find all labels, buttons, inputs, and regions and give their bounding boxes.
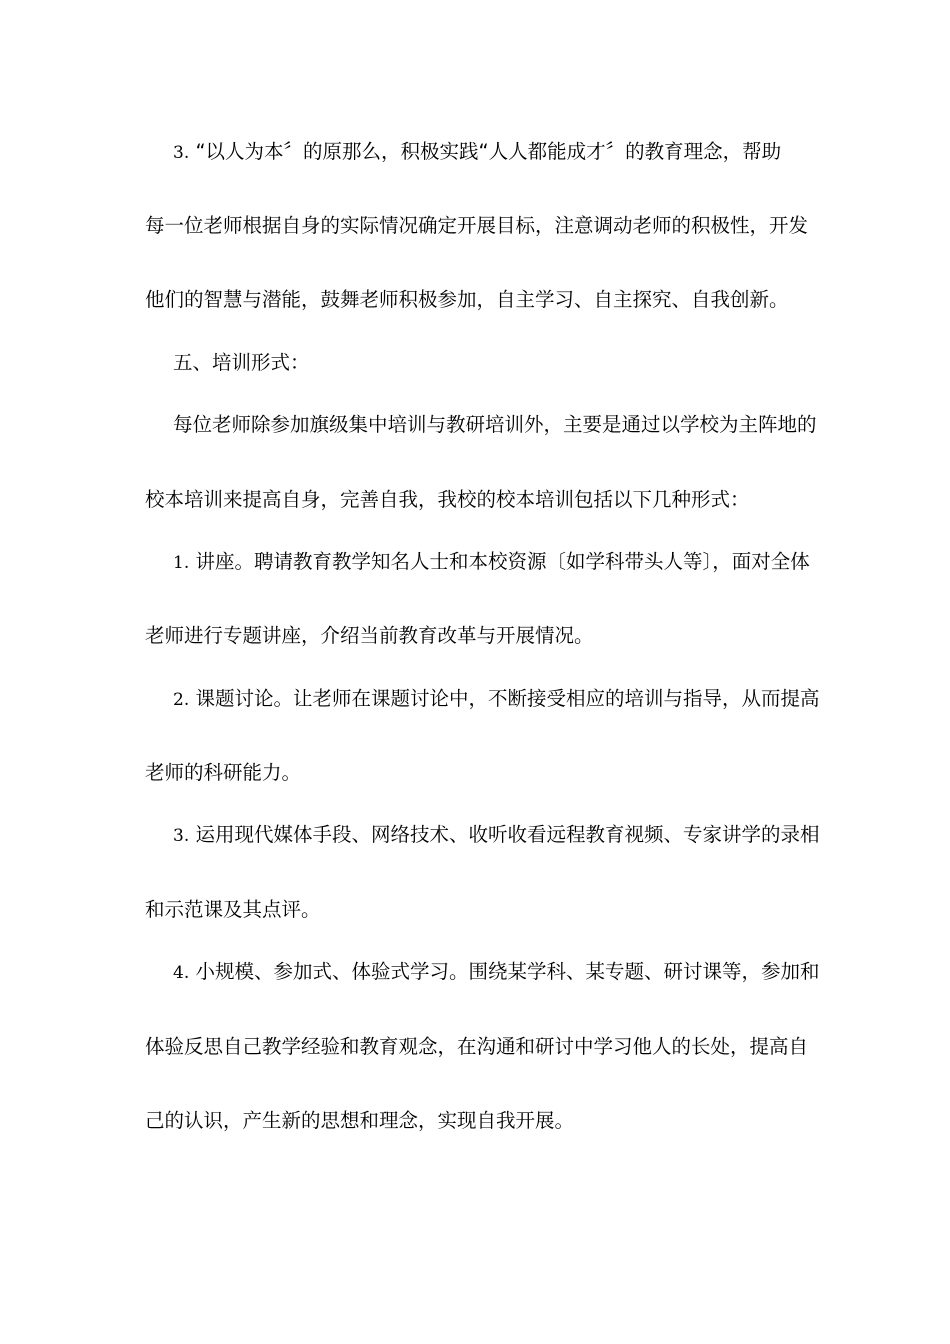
list-number: 2. bbox=[173, 690, 190, 710]
list-number: 3. bbox=[173, 826, 190, 846]
list-number: 4. bbox=[173, 963, 190, 983]
paragraph-line bbox=[173, 958, 838, 987]
list-number: 1. bbox=[173, 553, 190, 573]
section-heading bbox=[173, 349, 838, 377]
line-text: 己的认识，产生新的思想和理念，实现自我开展。 bbox=[145, 1109, 575, 1132]
line-text: 讲座。聘请教育教学知名人士和本校资源〔如学科带头人等〕，面对全体 bbox=[195, 550, 810, 573]
paragraph-line bbox=[145, 1107, 810, 1135]
paragraph-line bbox=[145, 896, 810, 924]
paragraph-line bbox=[173, 685, 838, 714]
paragraph-line bbox=[145, 622, 810, 650]
paragraph-line bbox=[145, 286, 810, 314]
heading-text: 五、培训形式： bbox=[173, 351, 310, 374]
list-number: 3. bbox=[173, 143, 190, 163]
paragraph-line bbox=[145, 486, 810, 514]
line-text: 体验反思自己教学经验和教育观念，在沟通和研讨中学习他人的长处，提高自 bbox=[145, 1035, 809, 1058]
line-text: 小规模、参加式、体验式学习。围绕某学科、某专题、研讨课等，参加和 bbox=[195, 960, 820, 983]
paragraph-line bbox=[173, 548, 838, 577]
paragraph-line bbox=[173, 821, 838, 850]
line-text: 每位老师除参加旗级集中培训与教研培训外，主要是通过以学校为主阵地的 bbox=[173, 413, 817, 436]
line-text: 老师的科研能力。 bbox=[145, 761, 302, 784]
paragraph-line bbox=[173, 138, 838, 167]
line-text: 运用现代媒体手段、网络技术、收听收看远程教育视频、专家讲学的录相 bbox=[195, 823, 820, 846]
line-text: 老师进行专题讲座，介绍当前教育改革与开展情况。 bbox=[145, 624, 594, 647]
line-text: 他们的智慧与潜能，鼓舞老师积极参加，自主学习、自主探究、自我创新。 bbox=[145, 288, 789, 311]
paragraph-line bbox=[145, 759, 810, 787]
paragraph-line bbox=[173, 411, 838, 439]
paragraph-line bbox=[145, 1033, 810, 1061]
paragraph-line bbox=[145, 212, 810, 240]
line-text: “以人为本〞的原那么，积极实践“人人都能成才〞的教育理念，帮助 bbox=[195, 140, 782, 163]
line-text: 每一位老师根据自身的实际情况确定开展目标，注意调动老师的积极性，开发 bbox=[145, 214, 809, 237]
line-text: 和示范课及其点评。 bbox=[145, 898, 321, 921]
line-text: 课题讨论。让老师在课题讨论中，不断接受相应的培训与指导，从而提高 bbox=[195, 687, 820, 710]
line-text: 校本培训来提高自身，完善自我，我校的校本培训包括以下几种形式： bbox=[145, 488, 750, 511]
